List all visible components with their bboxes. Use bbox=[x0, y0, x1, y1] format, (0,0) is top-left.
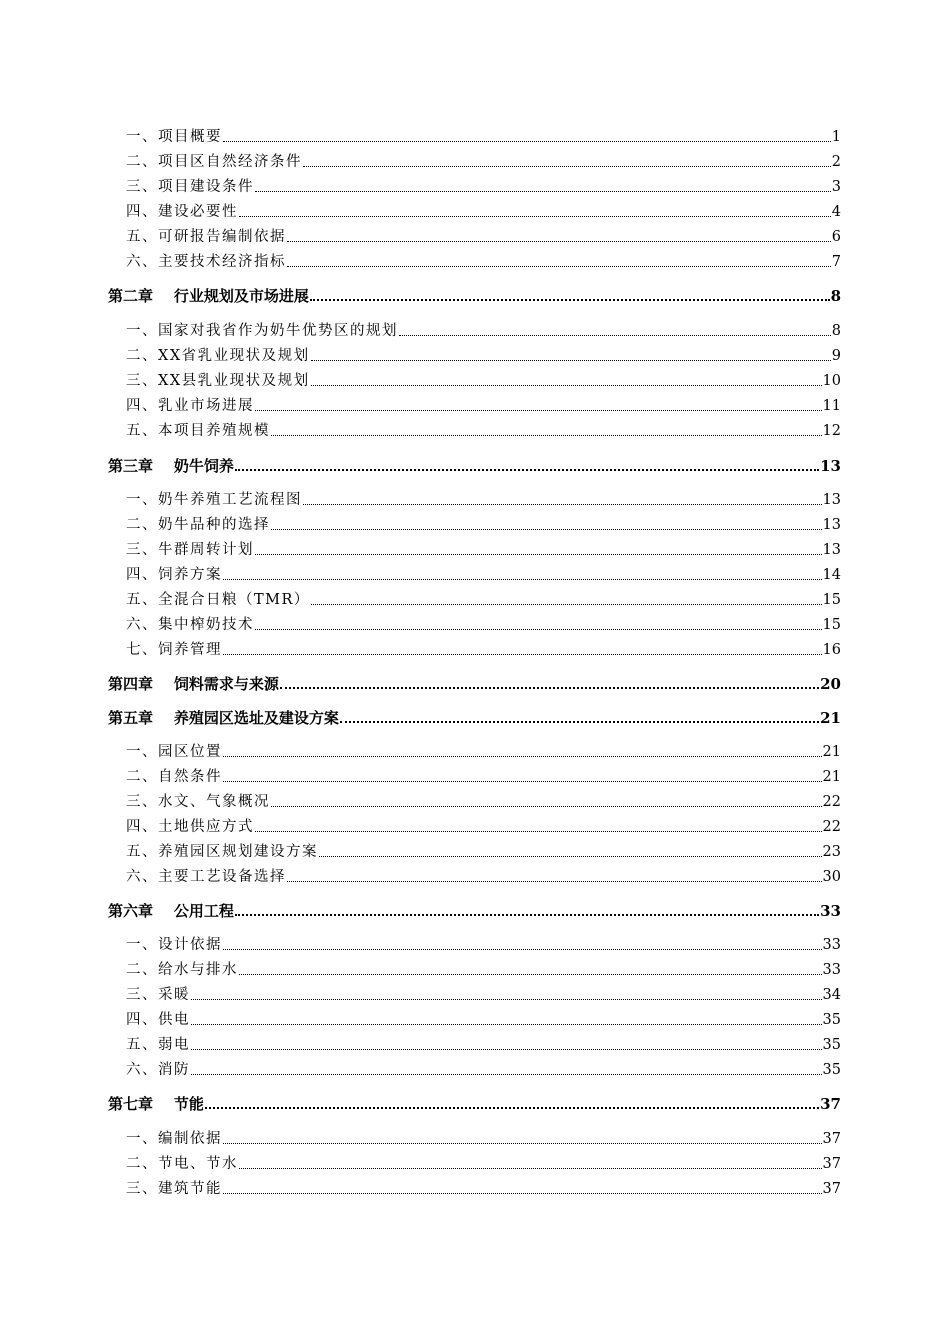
toc-section-entry[interactable] bbox=[126, 151, 841, 173]
toc-entry-title: 六、消防 bbox=[126, 1062, 190, 1078]
dot-leader bbox=[223, 756, 822, 757]
toc-section-entry[interactable] bbox=[126, 866, 841, 888]
toc-entry-title: 三、项目建设条件 bbox=[126, 179, 254, 195]
toc-page-number: 13 bbox=[820, 457, 841, 475]
toc-entry-title: 五、本项目养殖规模 bbox=[126, 423, 270, 439]
dot-leader bbox=[223, 141, 831, 142]
toc-page-number: 35 bbox=[822, 1037, 841, 1053]
toc-entry-title: 第四章 饲料需求与来源 bbox=[108, 675, 279, 693]
dot-leader bbox=[271, 529, 822, 530]
toc-page-number: 15 bbox=[822, 617, 841, 633]
toc-section-entry[interactable] bbox=[126, 639, 841, 661]
dot-leader bbox=[287, 881, 822, 882]
toc-page-number: 2 bbox=[831, 154, 841, 170]
dot-leader bbox=[255, 629, 822, 630]
toc-page-number: 10 bbox=[822, 373, 841, 389]
toc-section-entry[interactable] bbox=[126, 251, 841, 273]
toc-page-number: 35 bbox=[822, 1062, 841, 1078]
toc-chapter-entry[interactable] bbox=[108, 455, 841, 477]
toc-page-number: 37 bbox=[822, 1181, 841, 1197]
toc-page-number: 33 bbox=[822, 937, 841, 953]
toc-entry-title: 一、奶牛养殖工艺流程图 bbox=[126, 492, 302, 508]
toc-entry-title: 第二章 行业规划及市场进展 bbox=[108, 287, 309, 305]
toc-entry-title: 三、建筑节能 bbox=[126, 1181, 222, 1197]
toc-section-entry[interactable] bbox=[126, 614, 841, 636]
toc-page-number: 37 bbox=[822, 1131, 841, 1147]
toc-page-number: 23 bbox=[822, 844, 841, 860]
toc-entry-title: 二、节电、节水 bbox=[126, 1156, 238, 1172]
toc-page-number: 37 bbox=[820, 1095, 841, 1113]
toc-page-number: 1 bbox=[831, 129, 841, 145]
toc-entry-title: 三、XX县乳业现状及规划 bbox=[126, 373, 310, 389]
toc-entry-title: 五、养殖园区规划建设方案 bbox=[126, 844, 318, 860]
toc-section-entry[interactable] bbox=[126, 791, 841, 813]
toc-entry-title: 五、全混合日粮（TMR） bbox=[126, 592, 310, 608]
toc-page-number: 22 bbox=[822, 794, 841, 810]
dot-leader bbox=[223, 781, 822, 782]
dot-leader bbox=[340, 721, 819, 723]
toc-entry-title: 三、牛群周转计划 bbox=[126, 542, 254, 558]
toc-section-entry[interactable] bbox=[126, 395, 841, 417]
toc-entry-title: 一、编制依据 bbox=[126, 1131, 222, 1147]
toc-page-number: 22 bbox=[822, 819, 841, 835]
toc-page-number: 34 bbox=[822, 987, 841, 1003]
dot-leader bbox=[205, 1107, 819, 1109]
toc-chapter-entry[interactable] bbox=[108, 1093, 841, 1115]
dot-leader bbox=[280, 687, 819, 689]
toc-entry-title: 四、乳业市场进展 bbox=[126, 398, 254, 414]
toc-section-entry[interactable] bbox=[126, 1178, 841, 1200]
toc-page-number: 21 bbox=[822, 769, 841, 785]
toc-section-entry[interactable] bbox=[126, 539, 841, 561]
toc-entry-title: 四、建设必要性 bbox=[126, 204, 238, 220]
toc-entry-title: 六、集中榨奶技术 bbox=[126, 617, 254, 633]
toc-section-entry[interactable] bbox=[126, 984, 841, 1006]
toc-page-number: 33 bbox=[822, 962, 841, 978]
toc-page-number: 13 bbox=[822, 542, 841, 558]
toc-section-entry[interactable] bbox=[126, 1128, 841, 1150]
toc-entry-title: 二、自然条件 bbox=[126, 769, 222, 785]
toc-page-number: 9 bbox=[831, 348, 841, 364]
dot-leader bbox=[191, 1074, 822, 1075]
toc-section-entry[interactable] bbox=[126, 589, 841, 611]
toc-entry-title: 四、供电 bbox=[126, 1012, 190, 1028]
dot-leader bbox=[310, 299, 830, 301]
dot-leader bbox=[191, 999, 822, 1000]
toc-section-entry[interactable] bbox=[126, 489, 841, 511]
toc-section-entry[interactable] bbox=[126, 816, 841, 838]
dot-leader bbox=[255, 410, 822, 411]
toc-section-entry[interactable] bbox=[126, 345, 841, 367]
dot-leader bbox=[271, 435, 822, 436]
dot-leader bbox=[223, 949, 822, 950]
toc-chapter-entry[interactable] bbox=[108, 285, 841, 307]
toc-page-number: 13 bbox=[822, 517, 841, 533]
dot-leader bbox=[311, 604, 822, 605]
toc-entry-title: 四、饲养方案 bbox=[126, 567, 222, 583]
toc-page-number: 30 bbox=[822, 869, 841, 885]
toc-page-number: 8 bbox=[831, 323, 841, 339]
toc-section-entry[interactable] bbox=[126, 514, 841, 536]
toc-entry-title: 第五章 养殖园区选址及建设方案 bbox=[108, 709, 339, 727]
toc-section-entry[interactable] bbox=[126, 766, 841, 788]
toc-section-entry[interactable] bbox=[126, 226, 841, 248]
toc-page-number: 11 bbox=[822, 398, 841, 414]
toc-section-entry[interactable] bbox=[126, 1034, 841, 1056]
toc-entry-title: 一、园区位置 bbox=[126, 744, 222, 760]
toc-section-entry[interactable] bbox=[126, 176, 841, 198]
toc-entry-title: 七、饲养管理 bbox=[126, 642, 222, 658]
toc-section-entry[interactable] bbox=[126, 934, 841, 956]
dot-leader bbox=[303, 504, 822, 505]
dot-leader bbox=[287, 241, 831, 242]
dot-leader bbox=[191, 1049, 822, 1050]
dot-leader bbox=[255, 831, 822, 832]
toc-entry-title: 第七章 节能 bbox=[108, 1095, 204, 1113]
toc-entry-title: 一、项目概要 bbox=[126, 129, 222, 145]
dot-leader bbox=[239, 1168, 822, 1169]
toc-entry-title: 二、项目区自然经济条件 bbox=[126, 154, 302, 170]
toc-entry-title: 六、主要工艺设备选择 bbox=[126, 869, 286, 885]
dot-leader bbox=[399, 335, 831, 336]
toc-entry-title: 二、XX省乳业现状及规划 bbox=[126, 348, 310, 364]
toc-page-number: 7 bbox=[831, 254, 841, 270]
toc-section-entry[interactable] bbox=[126, 1009, 841, 1031]
dot-leader bbox=[235, 914, 819, 916]
toc-section-entry[interactable] bbox=[126, 1059, 841, 1081]
dot-leader bbox=[255, 191, 831, 192]
toc-entry-title: 一、设计依据 bbox=[126, 937, 222, 953]
toc-page-number: 13 bbox=[822, 492, 841, 508]
toc-section-entry[interactable] bbox=[126, 1153, 841, 1175]
dot-leader bbox=[311, 360, 831, 361]
dot-leader bbox=[311, 385, 822, 386]
toc-entry-title: 三、水文、气象概况 bbox=[126, 794, 270, 810]
dot-leader bbox=[303, 166, 831, 167]
toc-section-entry[interactable] bbox=[126, 370, 841, 392]
toc-page-number: 21 bbox=[822, 744, 841, 760]
toc-section-entry[interactable] bbox=[126, 420, 841, 442]
dot-leader bbox=[191, 1024, 822, 1025]
toc-page-number: 37 bbox=[822, 1156, 841, 1172]
toc-section-entry[interactable] bbox=[126, 320, 841, 342]
toc-section-entry[interactable] bbox=[126, 841, 841, 863]
toc-page-number: 8 bbox=[830, 287, 841, 305]
toc-chapter-entry[interactable] bbox=[108, 707, 841, 729]
dot-leader bbox=[271, 806, 822, 807]
toc-page-number: 35 bbox=[822, 1012, 841, 1028]
toc-entry-title: 五、可研报告编制依据 bbox=[126, 229, 286, 245]
toc-entry-title: 一、国家对我省作为奶牛优势区的规划 bbox=[126, 323, 398, 339]
toc-chapter-entry[interactable] bbox=[108, 673, 841, 695]
toc-page-number: 15 bbox=[822, 592, 841, 608]
toc-entry-title: 五、弱电 bbox=[126, 1037, 190, 1053]
toc-entry-title: 二、奶牛品种的选择 bbox=[126, 517, 270, 533]
dot-leader bbox=[319, 856, 822, 857]
toc-section-entry[interactable] bbox=[126, 126, 841, 148]
toc-section-entry[interactable] bbox=[126, 741, 841, 763]
toc-page-number: 20 bbox=[820, 675, 841, 693]
toc-page-number: 6 bbox=[831, 229, 841, 245]
toc-page-number: 14 bbox=[822, 567, 841, 583]
toc-page-number: 33 bbox=[820, 902, 841, 920]
dot-leader bbox=[235, 469, 819, 471]
toc-entry-title: 六、主要技术经济指标 bbox=[126, 254, 286, 270]
toc-page-number: 16 bbox=[822, 642, 841, 658]
dot-leader bbox=[287, 266, 831, 267]
toc-entry-title: 三、采暖 bbox=[126, 987, 190, 1003]
toc-page-number: 3 bbox=[831, 179, 841, 195]
toc-section-entry[interactable] bbox=[126, 959, 841, 981]
toc-entry-title: 第六章 公用工程 bbox=[108, 902, 234, 920]
toc-page-number: 12 bbox=[822, 423, 841, 439]
dot-leader bbox=[223, 579, 822, 580]
toc-section-entry[interactable] bbox=[126, 564, 841, 586]
toc-section-entry[interactable] bbox=[126, 201, 841, 223]
dot-leader bbox=[223, 1143, 822, 1144]
toc-page-number: 21 bbox=[820, 709, 841, 727]
dot-leader bbox=[223, 654, 822, 655]
dot-leader bbox=[239, 974, 822, 975]
toc-page-number: 4 bbox=[831, 204, 841, 220]
toc-entry-title: 第三章 奶牛饲养 bbox=[108, 457, 234, 475]
toc-entry-title: 四、土地供应方式 bbox=[126, 819, 254, 835]
dot-leader bbox=[255, 554, 822, 555]
toc-entry-title: 二、给水与排水 bbox=[126, 962, 238, 978]
dot-leader bbox=[223, 1193, 822, 1194]
dot-leader bbox=[239, 216, 831, 217]
toc-chapter-entry[interactable] bbox=[108, 900, 841, 922]
